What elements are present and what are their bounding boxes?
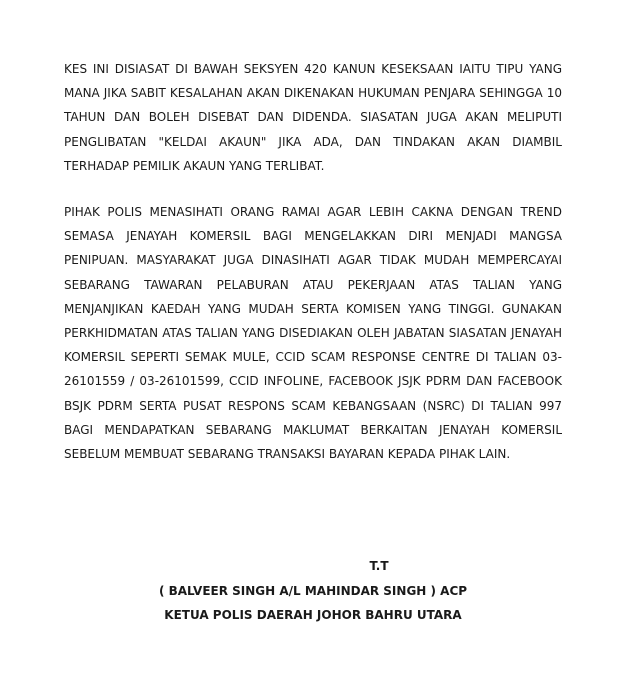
paragraph-case-investigation: KES INI DISIASAT DI BAWAH SEKSYEN 420 KANUN KESEKSAAN IAITU TIPU YANG MANA JIKA SABIT KESALAHAN AKAN DIKENAKAN HUKUMAN PENJARA SEHINGGA 10 TAHUN DAN BOLEH DISEBAT DAN DIDENDA. SIASATAN JUGA AKAN MELIPUTI PENGLIBATAN "KELDAI AKAUN" JIKA ADA, DAN TINDAKAN AKAN DIAMBIL TERHADAP PEMILIK AKAUN YANG TERLIBAT. [64, 62, 562, 173]
signature-mark: T.T [369, 559, 389, 573]
signatory-name: ( BALVEER SINGH A/L MAHINDAR SINGH ) ACP [158, 583, 468, 598]
signature-block [64, 554, 562, 628]
paragraph-public-advice: PIHAK POLIS MENASIHATI ORANG RAMAI AGAR LEBIH CAKNA DENGAN TREND SEMASA JENAYAH KOMERSIL BAGI MENGELAKKAN DIRI MENJADI MANGSA PENIPUAN. MASYARAKAT JUGA DINASIHATI AGAR TIDAK MUDAH MEMPERCAYAI SEBARANG TAWARAN PELABURAN ATAU PEKERJAAN ATAS TALIAN YANG MENJANJIKAN KAEDAH YANG MUDAH SERTA KOMISEN YANG TINGGI. GUNAKAN PERKHIDMATAN ATAS TALIAN YANG DISEDIAKAN OLEH JABATAN SIASATAN JENAYAH KOMERSIL SEPERTI SEMAK MULE, CCID SCAM RESPONSE CENTRE DI TALIAN 03-26101559 / 03-26101599, CCID INFOLINE, FACEBOOK JSJK PDRM DAN FACEBOOK BSJK PDRM SERTA PUSAT RESPONS SCAM KEBANGSAAN (NSRC) DI TALIAN 997 BAGI MENDAPATKAN SEBARANG MAKLUMAT BERKAITAN JENAYAH KOMERSIL SEBELUM MEMBUAT SEBARANG TRANSAKSI BAYARAN KEPADA PIHAK LAIN. [64, 205, 562, 462]
signatory-title: KETUA POLIS DAERAH JOHOR BAHRU UTARA [164, 608, 462, 622]
